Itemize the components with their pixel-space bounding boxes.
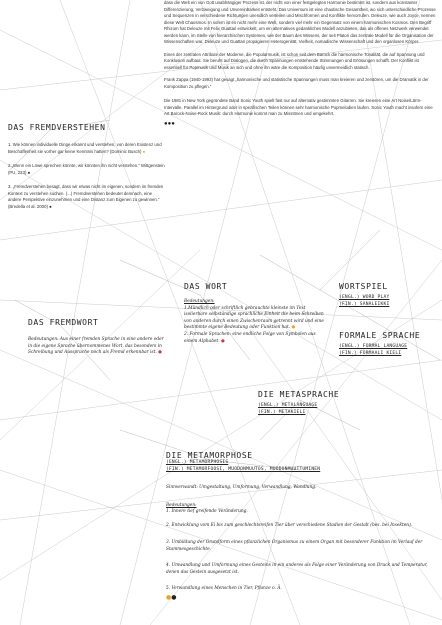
black-dot-icon: ● — [171, 594, 177, 602]
translation-english: (ENGL.) METAMORPHOSIS — [166, 460, 229, 465]
section-heading: WORTSPIEL — [339, 282, 388, 291]
definition-item: 2. Formale Sprachen: eine endliche Folge von Symbolen aus einem Alphabet. ● — [184, 331, 316, 344]
translation-finnish: (FIN.) METAKIELI — [258, 410, 306, 416]
translation-english: (ENGL.) FORMAL LANGUAGE — [339, 344, 408, 349]
section-heading: FORMALE SPRACHE — [339, 331, 421, 340]
section-formale-sprache — [339, 331, 441, 358]
black-dot-icon: ● — [27, 169, 31, 175]
section-heading: DIE METASPRACHE — [258, 390, 340, 399]
definition-item: 5. Verwandlung eines Menschen in Tier, Pflanze o. Ä. — [166, 586, 282, 592]
definition-label: Bedeutungen: — [166, 502, 197, 508]
metamorphose-dots — [166, 595, 438, 601]
synonyms: Sinnverwandt: Umgestaltung, Umformung, Verwandlung, Wandlung. — [166, 485, 317, 491]
section-heading: DAS FREMDWORT — [28, 318, 99, 327]
intro-text — [164, 0, 436, 127]
section-metamorphose — [166, 451, 438, 601]
definition-item: 2. Entwicklung vom Ei bis zum geschlechtsreifen Tier über verschiedene Stadien der Gestalt (bes. bei Insekten). — [166, 523, 413, 529]
translation-english: (ENGL.) WORD PLAY — [339, 295, 390, 300]
translation-english: (ENGL.) METALANGUAGE — [258, 403, 318, 408]
translation-finnish: (FIN.) METAMORFOOSI, MUODONMUUTOS, MUODONMUUTTUMINEN — [166, 466, 321, 472]
definition-label: Bedeutungen: — [184, 299, 215, 304]
fremdwort-text: Bedeutungen: Aus einer fremden Sprache in eine andere oder in die eigene Sprache übernommenes Wort, das besonders in Schreibung und Aussprache noch als Fremd erkennbar ist. — [28, 337, 164, 356]
red-dot-icon: ● — [221, 338, 225, 344]
red-dot-icon: ● — [158, 350, 162, 356]
intro-paragraph: dass die Welt ein von Gott unabhängiger Prozess ist, der nicht von einer festgelegten Harmonie bestimmt ist, sondern aus konstanter Differenzierung, Verzweigung und Unvereinbarkeit entsteht. Das Universum ist eine chaotische Gesamtheit, wo sich unterschiedliche Prozesse und Sequenzen in verschiedene Richtungen unendlich verteilen und Mischformen und Konflikte hervorrufen. Deleuze, wie auch Joyce, nennen diese Welt Chaosmos. In sofern ist es nicht mehr eine Welt, sondern viel mehr ein Gegensatz von einem harmonischen Kosmos. Den Begriff Rhizom hat Deleuze mit Felix Guattari entwickelt, um ein alternatives gedankliches Modell anzubieten, das als offenes Netzwerk verwendet werden kann, im Stelle von hierarchischen Systemen, wie der Baum des Wissens, der seit Platon das zentrale Modell für die Organisation der Wissenschaften war. Deleuze und Guattari propagieren Heterogenität, Vielheit, nomadische Wissenschaft und den organlosen Körper. — [164, 0, 436, 44]
fremdverstehen-item: 1. Wie können individuelle Dinge erkannt und verstehen, von deren Existenz und Beschaffenheit sie vorher gar keine Kenntnis hatten? (Dominic Busch) ● — [8, 142, 162, 154]
orange-dot-icon: ● — [166, 594, 172, 602]
definition-item: 1. Innere tief greifende Veränderung. — [166, 509, 248, 515]
intro-paragraph: Frank Zappa (1940-1993) hat gesagt „harmonische und statistische Spannungen muss man kreieren und zerstören, um die Dramatik in der Komposition zu pflegen.“ — [164, 77, 429, 89]
fremdverstehen-item: 3. „Fremdverstehen besagt, dass wir etwas nicht im eigenen, sondern im fremden Kontext zu verstehen suchen. (...) Fremdverstehen bedeutet demnach, eine andere Perspektive einzunehmen und eine Distanz zum Eigenen zu gewinnen.“ (Bredella et al. 2000) ● — [8, 184, 164, 209]
orange-dot-icon: ● — [142, 148, 146, 154]
section-wortspiel — [339, 282, 439, 309]
section-fremdwort — [28, 318, 166, 357]
section-heading: DAS FREMDVERSTEHEN — [8, 123, 106, 132]
section-metasprache — [258, 390, 378, 417]
section-fremdverstehen — [8, 123, 166, 213]
black-dot-icon: ● — [49, 203, 52, 209]
intro-paragraph: Eines der zentralen Attribute der Moderne, die Popularmusik, ist schon seit dem Barock die harmonische Tonalität, die auf Spannung und Konklusion aufbaut. Sie beruht auf Dialogen, die durch Spannungen entstehende Stimmungen und Erlösungen schafft. Der Konflikt ist essentiell für Popmusik und Musik an sich und ohne ihn wäre die Komposition häufig unvermeidlich statisch. — [164, 51, 425, 70]
definition-item: 3. Umbildung der Grundform eines pflanzlichen Organismus zu einem Organ mit besonderer Funktion im Verlauf der Stammesgeschichte. — [166, 540, 423, 552]
fremdverstehen-item: 2.„Wenn ein Löwe sprechen könnte, wir könnten ihn nicht verstehen.“ Wittgenstein (PU, 223) ● — [8, 163, 165, 175]
section-heading: DIE METAMORPHOSE — [166, 451, 253, 460]
orange-dot-icon: ● — [291, 325, 296, 331]
section-heading: DAS WORT — [184, 282, 228, 291]
section-wort — [184, 282, 328, 345]
translation-finnish: (FIN.) FORMAALI KIELI — [339, 351, 402, 357]
definition-item: 4. Umwandlung und Umformung eines Gesteins in ein anderes als Folge einer Veränderung von Druck und Temperatur, denen das Gestein ausgesetzt ist. — [166, 563, 428, 575]
definition-item: 1.Mündlich oder schriftlich gebrauchte kleinste im Text isolierbare selbständige sprachliche Einheit die beim Schreiben von anderen durch einen Zwischenraum getrennt wird und eine bestimmte eigene Bedeutung oder Funktion hat. ● — [184, 305, 324, 331]
translation-finnish: (FIN.) SANALEIKKI — [339, 302, 390, 308]
intro-paragraph: Die 1981 in New York gegründete Band Sonic Youth spielt fast nur auf alternativ gestimmten Gitarren. Sie kreieren eine Art Noise/Lärm-Intervalle. Parallel im Hintergrund oder in spezifischen Teilen können sehr harmonische Popmelodien laufen. Sonic Youth macht insofern eine Art Barock-Noise-Rock Musik: durch Harmonie kommt man zu Misstönen und umgekehrt. — [164, 98, 433, 116]
intro-dots: ●●● — [164, 120, 175, 127]
